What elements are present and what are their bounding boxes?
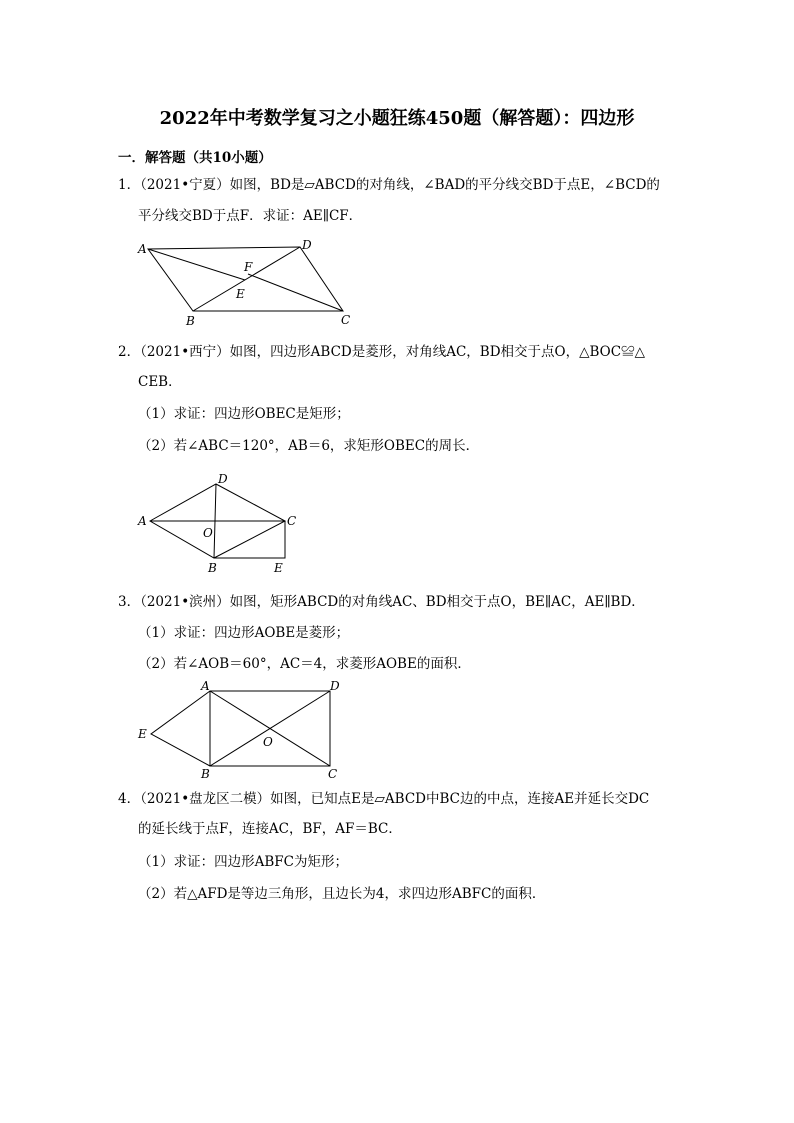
page-title: 2022年中考数学复习之小题狂练450题（解答题）：四边形 [159,108,635,129]
figure-1-parallelogram [130,236,360,331]
segment-cf [248,274,343,311]
problem-1-line-1: 1．（2021•宁夏）如图，BD是▱ABCD的对角线，∠BAD的平分线交BD于点E，∠BCD的 [118,177,660,193]
label-d: D [302,238,312,252]
problem-3-line-2: （1）求证：四边形AOBE是菱形； [138,625,350,641]
problem-2-line-1: 2．（2021•西宁）如图，四边形ABCD是菱形，对角线AC，BD相交于点O，△BOC≌△ [118,344,645,360]
problem-3-line-1: 3．（2021•滨州）如图，矩形ABCD的对角线AC、BD相交于点O，BE∥AC，AE∥BD． [118,594,645,610]
label-e: E [274,561,283,575]
problem-4-line-1: 4．（2021•盘龙区二模）如图，已知点E是▱ABCD中BC边的中点，连接AE并延长交DC [118,791,650,807]
label-e: E [138,727,147,741]
label-d: D [218,472,228,486]
label-o: O [263,735,273,749]
label-e: E [236,287,245,301]
problem-4-line-3: （1）求证：四边形ABFC为矩形； [138,854,348,870]
segments-ae-be [151,691,210,766]
diagonal-bd [193,247,300,311]
figure-3-rectangle [130,678,360,783]
label-f: F [244,260,253,274]
problem-1-line-2: 平分线交BD于点F．求证：AE∥CF． [138,208,363,224]
section-heading: 一．解答题（共10小题） [118,150,272,166]
label-b: B [201,767,210,781]
problem-4-line-2: 的延长线于点F，连接AC，BF，AF＝BC． [138,821,402,837]
label-a: A [138,242,147,256]
label-d: D [330,679,340,693]
label-c: C [341,313,351,327]
label-c: C [328,767,338,781]
segment-ae [148,249,245,280]
label-a: A [201,679,210,693]
figure-2-rhombus [130,470,320,580]
problem-2-line-2: CEB． [138,374,182,390]
label-a: A [138,514,147,528]
problem-2-line-3: （1）求证：四边形OBEC是矩形； [138,406,350,422]
problem-4-line-4: （2）若△AFD是等边三角形，且边长为4，求四边形ABFC的面积． [138,886,546,902]
label-b: B [186,314,195,328]
problem-2-line-4: （2）若∠ABC＝120°，AB＝6，求矩形OBEC的周长． [138,438,480,454]
parallelogram-abcd [148,247,343,311]
label-b: B [208,561,217,575]
problem-3-line-3: （2）若∠AOB＝60°，AC＝4，求菱形AOBE的面积． [138,656,471,672]
label-o: O [203,526,213,540]
label-c: C [287,514,297,528]
